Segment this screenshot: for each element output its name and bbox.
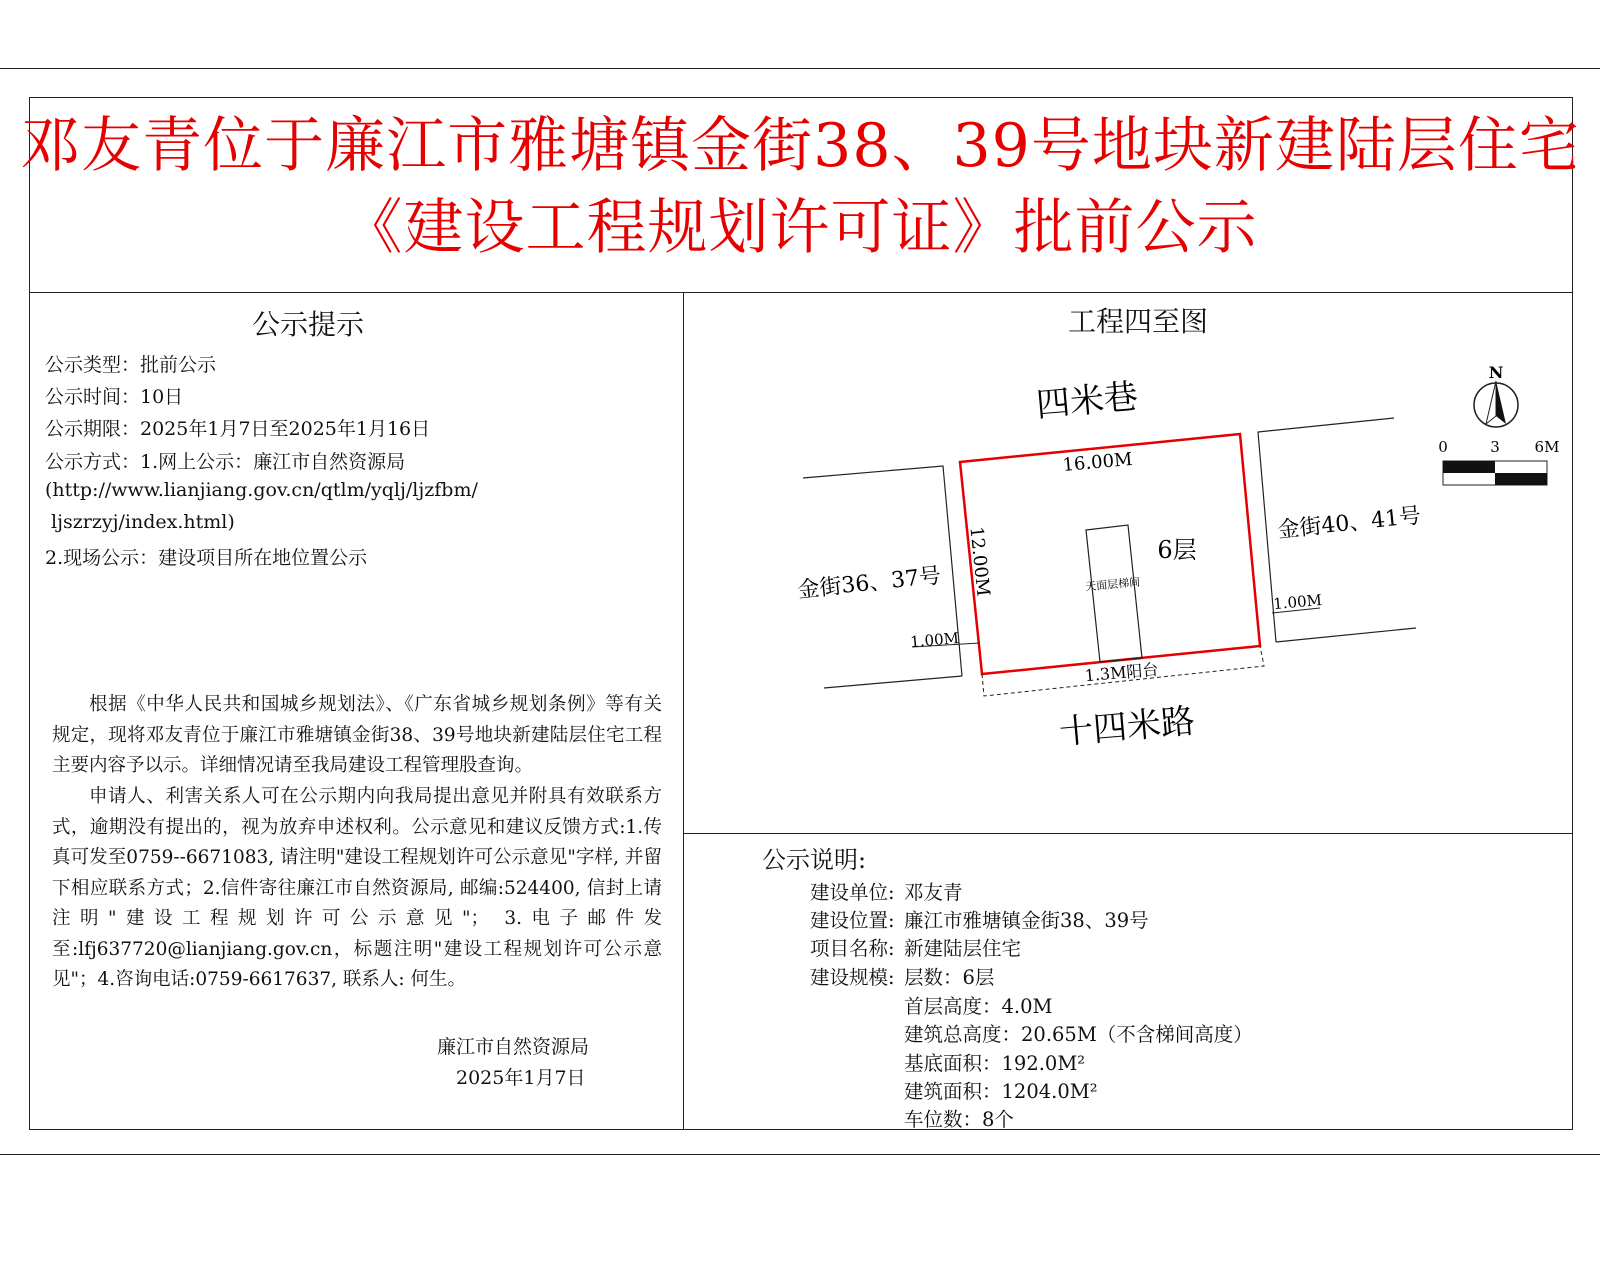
notice-line: 公示类型：批前公示 <box>45 354 217 376</box>
description-value: 建筑面积：1204.0M² <box>904 1080 1098 1103</box>
balcony-label: 1.3M阳台 <box>1083 659 1160 686</box>
north-road-label: 四米巷 <box>1034 376 1140 426</box>
notice-heading: 公示提示 <box>252 308 365 341</box>
width-dimension: 16.00M <box>1061 449 1134 477</box>
notice-line: 2.现场公示：建设项目所在地位置公示 <box>45 547 368 569</box>
scale-bar <box>1438 438 1559 485</box>
depth-dimension: 12.00M <box>965 525 994 598</box>
north-label: N <box>1488 363 1504 382</box>
feedback-paragraph: 申请人、利害关系人可在公示期内向我局提出意见并附具有效联系方式，逾期没有提出的，视为放弃申述权利。公示意见和建议反馈方式:1.传真可发至0759--6671083, 请注明"建设工程规划许可公示意见"字样, 并留下相应联系方式；2.信件寄往廉江市自然资源局, 邮编:524400, 信封上请注明"建设工程规划许可公示意见"； 3.电子邮件发至:lfj637720@lianjiang.gov.cn，标题注明"建设工程规划许可公示意见"；4.咨询电话:0759-6617637, 联系人: 何生。 <box>52 786 662 990</box>
signature-date: 2025年1月7日 <box>456 1067 586 1089</box>
description-value: 建筑总高度：20.65M（不含梯间高度） <box>904 1023 1253 1046</box>
east-neighbor-bottom-line <box>1276 628 1416 642</box>
description-heading: 公示说明: <box>762 846 867 874</box>
east-setback-label: 1.00M <box>1272 590 1323 614</box>
description-value: 廉江市雅塘镇金街38、39号 <box>904 909 1149 932</box>
notice-url: (http://www.lianjiang.gov.cn/qtlm/yqlj/ljzfbm/ <box>45 479 478 501</box>
stair-label: 天面层梯间 <box>1084 575 1141 594</box>
description-label: 建设位置: <box>810 909 895 932</box>
description-value: 层数：6层 <box>904 966 995 989</box>
site-plan-heading: 工程四至图 <box>1068 305 1209 338</box>
description-label: 项目名称: <box>810 937 895 960</box>
description-label: 建设规模: <box>810 966 895 989</box>
west-neighbor-label: 金街36、37号 <box>796 563 943 604</box>
description-label: 建设单位: <box>810 881 895 904</box>
description-value: 基底面积：192.0M² <box>904 1052 1086 1075</box>
notice-line: 公示时间：10日 <box>45 386 184 408</box>
stair-room <box>1086 525 1142 662</box>
notice-url: ljszrzyj/index.html) <box>45 511 235 533</box>
signature-org: 廉江市自然资源局 <box>437 1036 590 1058</box>
scale-label-0: 0 <box>1438 438 1448 456</box>
scale-label-3: 3 <box>1490 438 1500 456</box>
legal-paragraph: 根据《中华人民共和国城乡规划法》、《广东省城乡规划条例》等有关规定，现将邓友青位于廉江市雅塘镇金街38、39号地块新建陆层住宅工程主要内容予以示。详细情况请至我局建设工程管理股查询。 <box>52 694 662 776</box>
title-line-1: 邓友青位于廉江市雅塘镇金街38、39号地块新建陆层住宅 <box>20 111 1580 181</box>
east-neighbor-label: 金街40、41号 <box>1276 503 1423 544</box>
description-value: 邓友青 <box>904 881 963 904</box>
notice-line: 公示方式：1.网上公示：廉江市自然资源局 <box>45 451 406 473</box>
north-arrow-icon <box>1474 363 1518 427</box>
west-setback-label: 1.00M <box>909 628 960 652</box>
west-neighbor-bottom-line <box>824 676 962 688</box>
title-line-2: 《建设工程规划许可证》批前公示 <box>342 193 1258 263</box>
description-value: 首层高度：4.0M <box>904 995 1053 1018</box>
description-value: 车位数：8个 <box>904 1108 1014 1131</box>
notice-line: 公示期限：2025年1月7日至2025年1月16日 <box>45 418 431 440</box>
floors-label: 6层 <box>1157 536 1197 564</box>
description-value: 新建陆层住宅 <box>904 937 1022 960</box>
south-road-label: 十四米路 <box>1057 701 1197 753</box>
scale-label-6: 6M <box>1534 438 1560 456</box>
